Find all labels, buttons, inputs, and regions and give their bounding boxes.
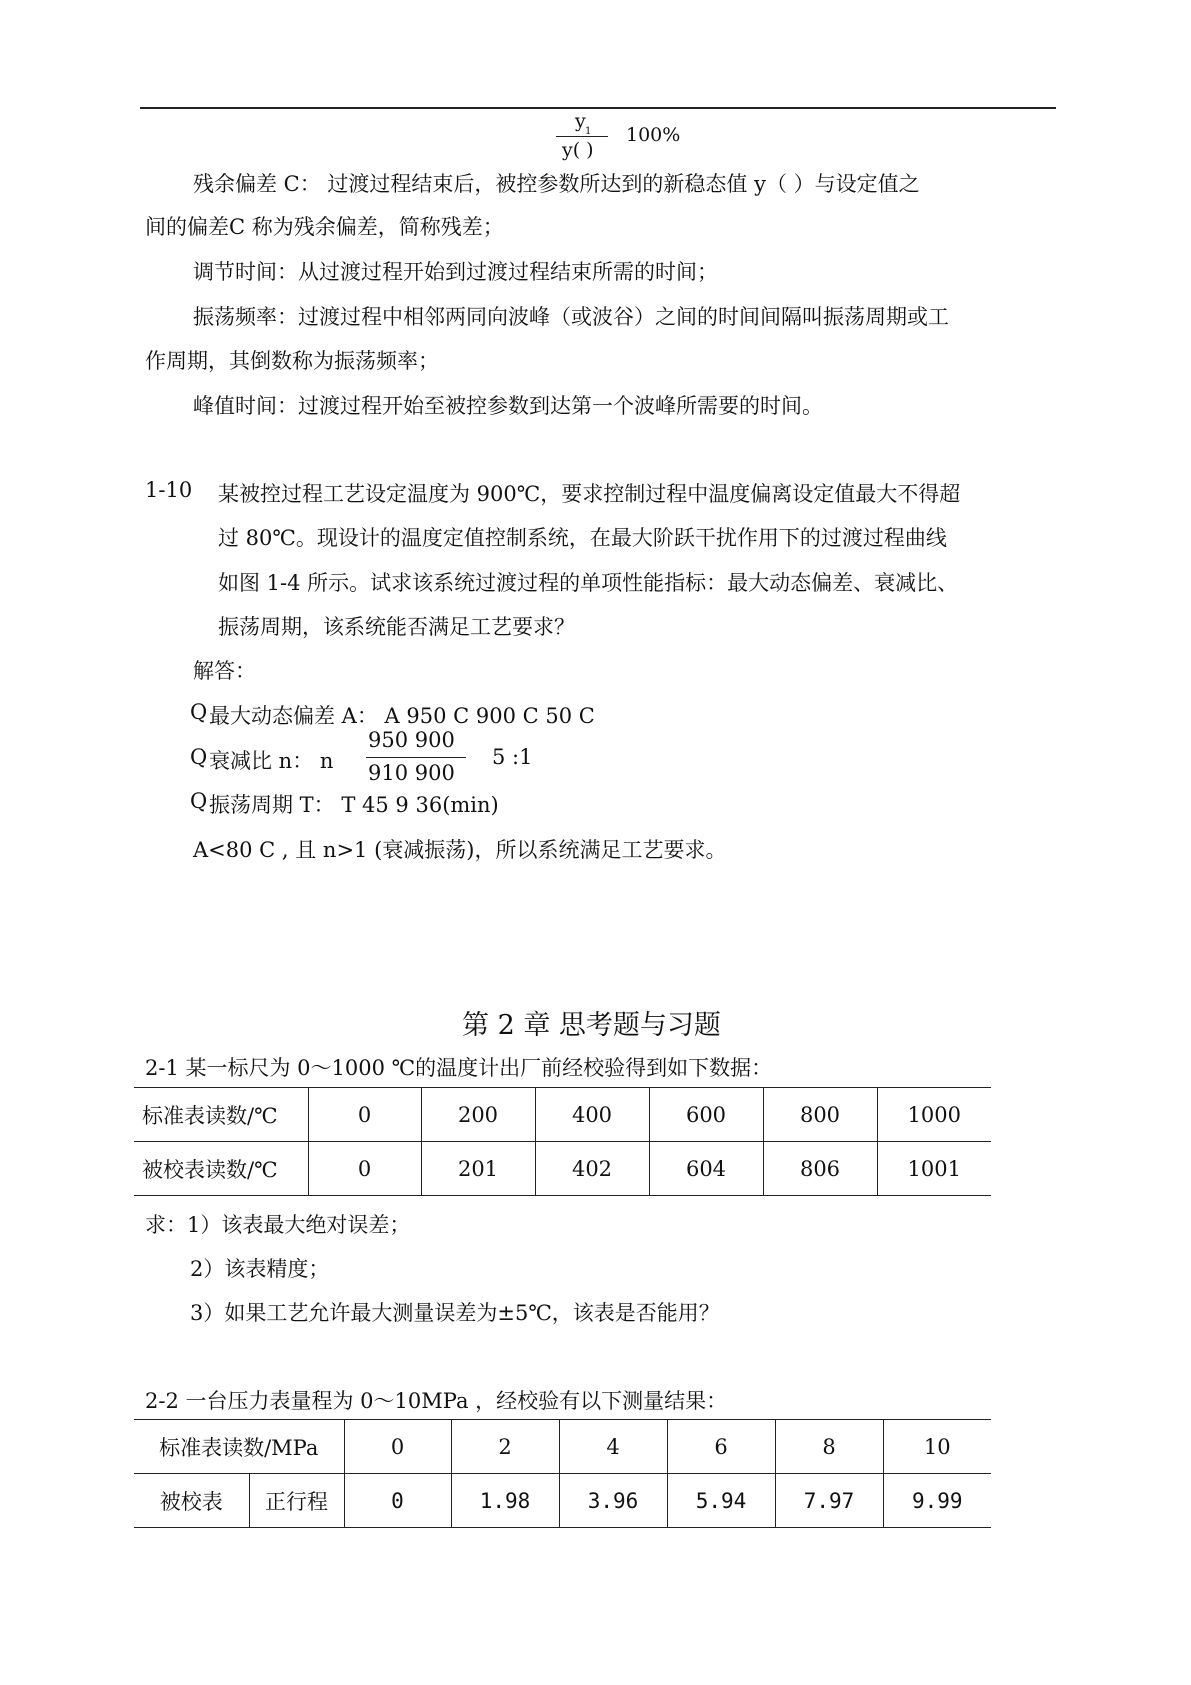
problem-2-1-intro: 2-1 某一标尺为 0～1000 ℃的温度计出厂前经校验得到如下数据： [145, 1056, 773, 1080]
problem-text-line3: 如图 1-4 所示。试求该系统过渡过程的单项性能指标：最大动态偏差、衰减比、 [218, 571, 959, 595]
table-cell: 0 [308, 1088, 421, 1142]
problem-2-1-question3: 3）如果工艺允许最大测量误差为±5℃，该表是否能用？ [190, 1301, 720, 1325]
answer-conclusion: A<80 C , 且 n>1 (衰减振荡)，所以系统满足工艺要求。 [193, 838, 727, 862]
calibration-table-2-2 [134, 1419, 991, 1528]
decay-ratio-numerator: 950 900 [368, 728, 455, 752]
header-rule [140, 107, 1056, 109]
problem-text-line2: 过 80℃。现设计的温度定值控制系统，在最大阶跃干扰作用下的过渡过程曲线 [218, 526, 947, 550]
problem-2-1-question1: 求：1）该表最大绝对误差； [145, 1213, 411, 1237]
table-cell: 9.99 [883, 1474, 991, 1528]
definition-residual-line2: 间的偏差C 称为残余偏差，简称残差； [145, 215, 504, 239]
table-cell: 4 [559, 1420, 667, 1474]
formula-tick: 1 [585, 126, 592, 137]
row-label: 标准表读数/℃ [134, 1088, 308, 1142]
definition-oscillation-line2: 作周期，其倒数称为振荡频率； [145, 349, 439, 373]
table-cell: 800 [763, 1088, 877, 1142]
formula-fraction-bar [556, 136, 608, 137]
table-cell: 200 [421, 1088, 535, 1142]
table-cell: 806 [763, 1142, 877, 1196]
table-cell: 10 [883, 1420, 991, 1474]
chapter-title: 第 2 章 思考题与习题 [462, 1010, 721, 1041]
definition-residual-line1: 残余偏差 C： 过渡过程结束后，被控参数所达到的新稳态值 y（ ）与设定值之 [193, 172, 920, 196]
table-cell: 600 [649, 1088, 763, 1142]
table-bottom-rule [134, 1527, 991, 1528]
row-group-label: 被校表 [134, 1474, 249, 1528]
answer-label: 解答： [193, 659, 256, 683]
definition-peak-time: 峰值时间：过渡过程开始至被控参数到达第一个波峰所需要的时间。 [193, 394, 823, 418]
table-row [134, 1142, 991, 1196]
answer-item3-bullet: Q [190, 789, 208, 813]
definition-settling-time: 调节时间：从过渡过程开始到过渡过程结束所需的时间； [193, 260, 718, 284]
problem-text-line4: 振荡周期，该系统能否满足工艺要求？ [218, 615, 575, 639]
answer-item2-bullet: Q [190, 745, 208, 769]
problem-2-1-question2: 2）该表精度； [190, 1257, 330, 1281]
table-cell: 6 [667, 1420, 775, 1474]
answer-decay-ratio-label: 衰减比 n： n [209, 749, 334, 773]
decay-ratio-fraction-bar [366, 757, 466, 758]
answer-max-deviation: 最大动态偏差 A： A 950 C 900 C 50 C [209, 704, 595, 728]
table-cell: 2 [451, 1420, 559, 1474]
decay-ratio-result: 5 :1 [492, 745, 533, 769]
table-cell: 0 [344, 1420, 451, 1474]
table-cell: 0 [308, 1142, 421, 1196]
table-row [134, 1088, 991, 1142]
table-row [134, 1474, 991, 1528]
row-label: 标准表读数/MPa [134, 1420, 344, 1474]
table-cell: 402 [535, 1142, 649, 1196]
problem-text-line1: 某被控过程工艺设定温度为 900℃，要求控制过程中温度偏离设定值最大不得超 [218, 482, 961, 506]
table-cell: 201 [421, 1142, 535, 1196]
row-label: 正行程 [249, 1474, 344, 1528]
row-label: 被校表读数/℃ [134, 1142, 308, 1196]
table-cell: 1000 [877, 1088, 991, 1142]
answer-item1-bullet: Q [190, 700, 208, 724]
calibration-table-2-1 [134, 1087, 991, 1196]
table-cell: 604 [649, 1142, 763, 1196]
table-cell: 7.97 [775, 1474, 883, 1528]
decay-ratio-denominator: 910 900 [368, 761, 455, 785]
problem-number: 1-10 [145, 478, 193, 502]
formula-denominator: y( ) [562, 139, 594, 161]
table-cell: 3.96 [559, 1474, 667, 1528]
formula-numerator: y [575, 110, 586, 132]
definition-oscillation-line1: 振荡频率：过渡过程中相邻两同向波峰（或波谷）之间的时间间隔叫振荡周期或工 [193, 305, 949, 329]
table-cell: 400 [535, 1088, 649, 1142]
table-cell: 5.94 [667, 1474, 775, 1528]
table-cell: 8 [775, 1420, 883, 1474]
formula-suffix: 100% [626, 124, 681, 146]
table-cell: 1.98 [451, 1474, 559, 1528]
answer-oscillation-period: 振荡周期 T： T 45 9 36(min) [209, 793, 499, 817]
table-cell: 0 [344, 1474, 451, 1528]
table-row [134, 1420, 991, 1474]
problem-2-2-intro: 2-2 一台压力表量程为 0～10MPa ，经校验有以下测量结果： [145, 1389, 728, 1413]
table-cell: 1001 [877, 1142, 991, 1196]
